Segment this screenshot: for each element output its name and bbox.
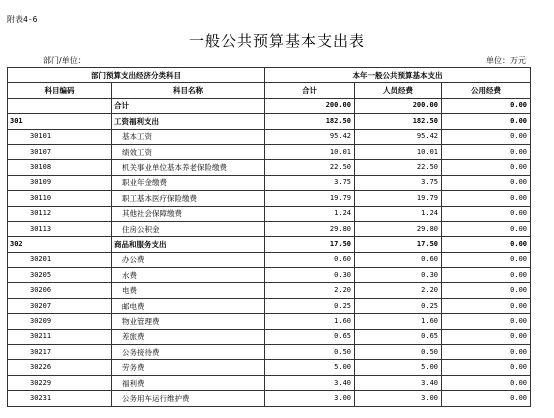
cell-public: 0.00 [442, 114, 531, 129]
cell-personnel: 22.50 [355, 160, 442, 175]
attachment-label: 附表4-6 [7, 15, 38, 24]
cell-total: 200.00 [265, 98, 355, 113]
header-public: 公用经费 [442, 83, 531, 98]
table-row [8, 329, 531, 344]
cell-public: 0.00 [442, 314, 531, 329]
table-row [8, 98, 531, 113]
page-title: 一般公共预算基本支出表 [188, 32, 365, 50]
cell-name: 福利费 [112, 375, 265, 390]
cell-code: 30231 [8, 391, 112, 406]
table-body [8, 98, 531, 406]
cell-name: 水费 [112, 268, 265, 283]
cell-name: 基本工资 [112, 129, 265, 144]
cell-total: 3.75 [265, 175, 355, 190]
cell-code: 30201 [8, 252, 112, 267]
table-row [8, 391, 531, 406]
cell-name: 办公费 [112, 252, 265, 267]
cell-code: 30206 [8, 283, 112, 298]
cell-public: 0.00 [442, 360, 531, 375]
cell-total: 95.42 [265, 129, 355, 144]
cell-name: 工资福利支出 [112, 114, 265, 129]
cell-total: 10.01 [265, 144, 355, 159]
cell-public: 0.00 [442, 283, 531, 298]
cell-public: 0.00 [442, 375, 531, 390]
cell-code: 30209 [8, 314, 112, 329]
cell-name: 住房公积金 [112, 221, 265, 236]
cell-total: 3.40 [265, 375, 355, 390]
cell-name: 公务接待费 [112, 345, 265, 360]
cell-public: 0.00 [442, 98, 531, 113]
table-row [8, 360, 531, 375]
table-row [8, 314, 531, 329]
table-row [8, 191, 531, 206]
table-row [8, 283, 531, 298]
header-right-group: 本年一般公共预算基本支出 [265, 68, 531, 83]
cell-personnel: 95.42 [355, 129, 442, 144]
cell-code: 30110 [8, 191, 112, 206]
cell-total: 0.50 [265, 345, 355, 360]
cell-personnel: 0.50 [355, 345, 442, 360]
cell-public: 0.00 [442, 144, 531, 159]
cell-personnel: 0.30 [355, 268, 442, 283]
cell-code: 302 [8, 237, 112, 252]
cell-personnel: 0.25 [355, 298, 442, 313]
cell-public: 0.00 [442, 191, 531, 206]
cell-code: 301 [8, 114, 112, 129]
cell-personnel: 10.01 [355, 144, 442, 159]
cell-code: 30112 [8, 206, 112, 221]
cell-code: 30107 [8, 144, 112, 159]
cell-name: 商品和服务支出 [112, 237, 265, 252]
cell-name: 其他社会保障缴费 [112, 206, 265, 221]
header-personnel: 人员经费 [355, 83, 442, 98]
header-left-group: 部门预算支出经济分类科目 [8, 68, 265, 83]
cell-total: 3.00 [265, 391, 355, 406]
cell-public: 0.00 [442, 391, 531, 406]
cell-total: 0.30 [265, 268, 355, 283]
table-row [8, 114, 531, 129]
table-row [8, 206, 531, 221]
table-row [8, 129, 531, 144]
table-row [8, 221, 531, 236]
cell-personnel: 200.00 [355, 98, 442, 113]
cell-personnel: 182.50 [355, 114, 442, 129]
cell-code: 30229 [8, 375, 112, 390]
cell-personnel: 17.50 [355, 237, 442, 252]
cell-code: 30109 [8, 175, 112, 190]
cell-public: 0.00 [442, 345, 531, 360]
header-total: 合计 [265, 83, 355, 98]
table-row [8, 375, 531, 390]
cell-public: 0.00 [442, 268, 531, 283]
cell-total: 1.24 [265, 206, 355, 221]
cell-total: 182.50 [265, 114, 355, 129]
department-label: 部门/单位： [43, 56, 86, 65]
cell-total: 22.50 [265, 160, 355, 175]
cell-code: 30207 [8, 298, 112, 313]
cell-name: 机关事业单位基本养老保险缴费 [112, 160, 265, 175]
cell-personnel: 3.75 [355, 175, 442, 190]
cell-code: 30205 [8, 268, 112, 283]
cell-total: 2.20 [265, 283, 355, 298]
cell-public: 0.00 [442, 160, 531, 175]
cell-code: 30217 [8, 345, 112, 360]
cell-total: 0.65 [265, 329, 355, 344]
cell-name: 物业管理费 [112, 314, 265, 329]
cell-personnel: 3.00 [355, 391, 442, 406]
table-row [8, 252, 531, 267]
cell-code: 30226 [8, 360, 112, 375]
cell-personnel: 0.60 [355, 252, 442, 267]
cell-personnel: 1.24 [355, 206, 442, 221]
cell-total: 17.50 [265, 237, 355, 252]
table-row [8, 345, 531, 360]
cell-public: 0.00 [442, 298, 531, 313]
cell-total: 29.80 [265, 221, 355, 236]
cell-total: 0.60 [265, 252, 355, 267]
cell-name: 公务用车运行维护费 [112, 391, 265, 406]
cell-personnel: 19.79 [355, 191, 442, 206]
cell-name: 绩效工资 [112, 144, 265, 159]
cell-name: 职业年金缴费 [112, 175, 265, 190]
cell-name: 劳务费 [112, 360, 265, 375]
table-row [8, 298, 531, 313]
cell-public: 0.00 [442, 129, 531, 144]
cell-total: 5.00 [265, 360, 355, 375]
cell-code: 30211 [8, 329, 112, 344]
header-name: 科目名称 [112, 83, 265, 98]
cell-personnel: 2.20 [355, 283, 442, 298]
cell-code: 30101 [8, 129, 112, 144]
table-row [8, 175, 531, 190]
cell-name: 差旅费 [112, 329, 265, 344]
table-row [8, 268, 531, 283]
cell-name: 职工基本医疗保险缴费 [112, 191, 265, 206]
cell-personnel: 0.65 [355, 329, 442, 344]
cell-code: 30108 [8, 160, 112, 175]
table-row [8, 160, 531, 175]
cell-public: 0.00 [442, 252, 531, 267]
unit-label: 单位：万元 [486, 56, 526, 65]
cell-total: 19.79 [265, 191, 355, 206]
cell-public: 0.00 [442, 329, 531, 344]
table-row [8, 144, 531, 159]
table-row [8, 237, 531, 252]
header-code: 科目编码 [8, 83, 112, 98]
cell-public: 0.00 [442, 206, 531, 221]
cell-code [8, 98, 112, 113]
cell-name: 电费 [112, 283, 265, 298]
cell-public: 0.00 [442, 221, 531, 236]
cell-total: 1.60 [265, 314, 355, 329]
cell-personnel: 1.60 [355, 314, 442, 329]
cell-personnel: 3.40 [355, 375, 442, 390]
cell-public: 0.00 [442, 237, 531, 252]
cell-personnel: 29.80 [355, 221, 442, 236]
cell-personnel: 5.00 [355, 360, 442, 375]
cell-name: 邮电费 [112, 298, 265, 313]
budget-table [7, 67, 531, 407]
cell-name: 合计 [112, 98, 265, 113]
cell-code: 30113 [8, 221, 112, 236]
cell-public: 0.00 [442, 175, 531, 190]
cell-total: 0.25 [265, 298, 355, 313]
